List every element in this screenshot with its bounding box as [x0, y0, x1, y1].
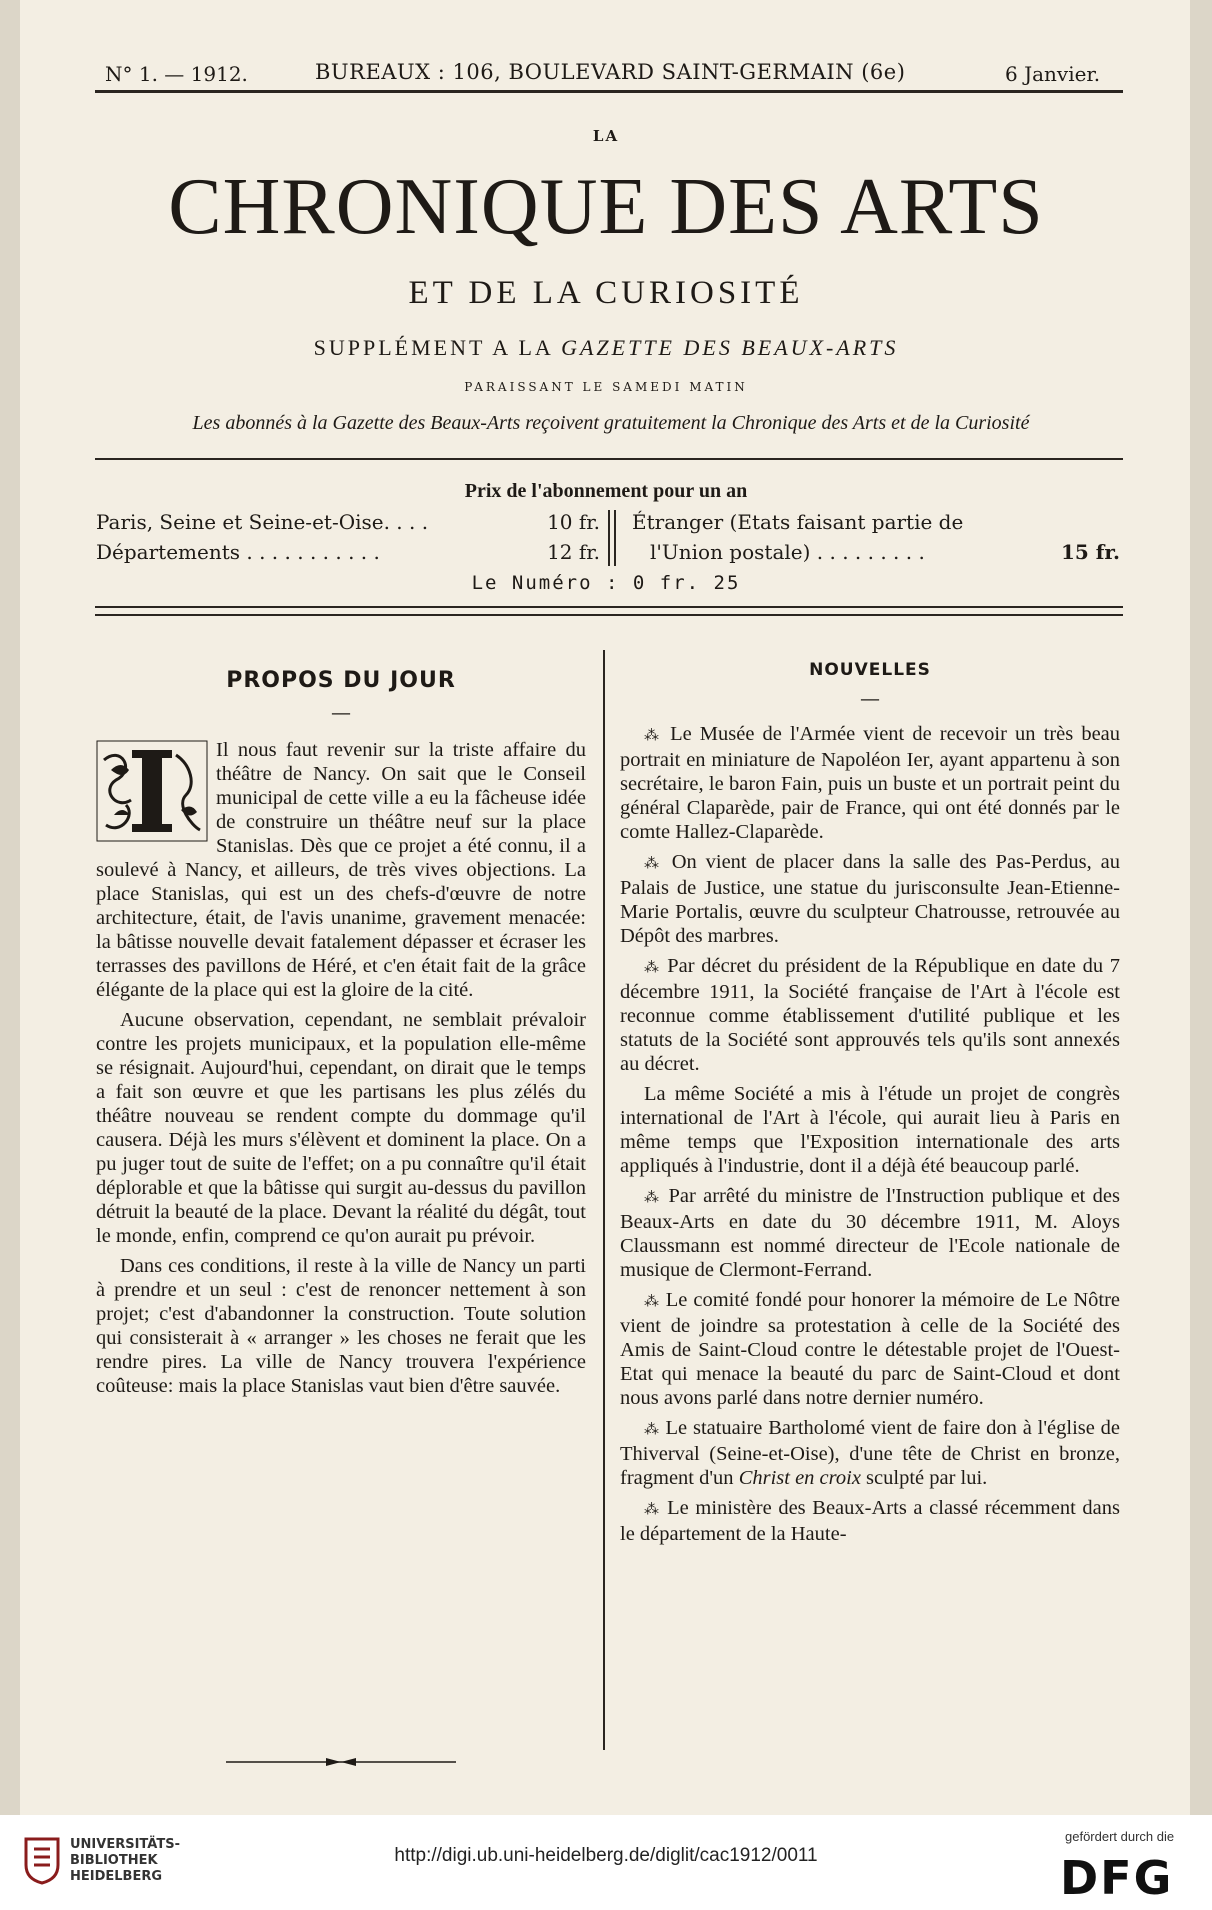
- publication-schedule: PARAISSANT LE SAMEDI MATIN: [464, 380, 748, 394]
- subscriber-note: Les abonnés à la Gazette des Beaux-Arts reçoivent gratuitement la Chronique des Arts et de la Curiosité: [192, 412, 1030, 434]
- news-item-5: [620, 1288, 1120, 1410]
- etranger-price: 15 fr.: [1060, 540, 1120, 564]
- asterism-icon: ⁂: [644, 1422, 660, 1438]
- news-item-6-text: Le statuaire Bartholomé vient de faire don à l'église de Thiverval (Seine-et-Oise), d'une tête de Christ en bronze, fragment d'un: [620, 1417, 1121, 1489]
- library-line-2: BIBLIOTHEK: [70, 1853, 158, 1868]
- asterism-icon: ⁂: [644, 1190, 662, 1206]
- etranger-line2: l'Union postale) . . . . . . . . .: [650, 540, 925, 564]
- nouvelles-body: [620, 722, 1120, 1552]
- news-item-7: [620, 1496, 1120, 1546]
- subscription-rule-top: [95, 606, 1123, 608]
- propos-dash: —: [331, 700, 351, 724]
- masthead-article: LA: [592, 127, 620, 145]
- subscription-rule-bottom: [95, 614, 1123, 616]
- asterism-icon: ⁂: [644, 1502, 661, 1518]
- bureaux-address: BUREAUX : 106, BOULEVARD SAINT-GERMAIN (6e): [315, 60, 906, 84]
- header-rule: [95, 90, 1123, 93]
- propos-body: [96, 738, 586, 1404]
- supplement-title: GAZETTE DES BEAUX-ARTS: [561, 335, 899, 360]
- masthead-title: CHRONIQUE DES ARTS: [168, 163, 1044, 251]
- departements-price: 12 fr.: [547, 540, 600, 564]
- asterism-icon: ⁂: [644, 856, 663, 872]
- news-item-5-text: Le comité fondé pour honorer la mémoire de Le Nôtre vient de joindre sa protestation à celle de la Société des Amis de Saint-Cloud contre le détestable projet de l'Ouest-Etat qui menace la beauté du parc de Saint-Cloud et dont nous avons parlé dans notre dernier numéro.: [620, 1289, 1121, 1409]
- issue-number: N° 1. — 1912.: [105, 62, 248, 86]
- news-item-3-text: Par décret du président de la République en date du 7 décembre 1911, la Société française de l'Art à l'école est reconnue comme établissement d'utilité publique et les statuts de la Société sont approuvés tels qu'ils sont annexés au décret.: [620, 955, 1121, 1075]
- ornamental-initial-icon: [96, 740, 208, 842]
- issue-date: 6 Janvier.: [1005, 62, 1101, 86]
- news-item-2-text: On vient de placer dans la salle des Pas-Perdus, au Palais de Justice, une statue du jurisconsulte Jean-Etienne-Marie Portalis, œuvre du sculpteur Chatrousse, retrouvée au Dépôt des marbres.: [620, 851, 1121, 947]
- news-item-2: [620, 850, 1120, 948]
- propos-paragraph-2: Aucune observation, cependant, ne semblait prévaloir contre les projets municipaux, et la population elle-même se résignait. Aujourd'hui, cependant, on dirait que le temps a fait son œuvre et que les partisans les plus zélés du théâtre nouveau se rendent compte du dommage qu'il causera. Déjà les murs s'élèvent et dominent la place. On a pu juger tout de suite de l'effet; on a pu connaître qu'il était déplorable et que la bâtisse qui surgit au-dessus du pavillon détruit la beauté de la place. Devant la réalité du dégât, tout le monde, enfin, comprend ce qu'on aurait pu prévoir.: [96, 1009, 586, 1247]
- departements-label: Départements . . . . . . . . . . .: [96, 540, 380, 564]
- masthead-supplement: [0, 335, 1212, 361]
- dfg-logo: DFG: [1060, 1851, 1174, 1905]
- asterism-icon: ⁂: [644, 1294, 660, 1310]
- supplement-prefix: SUPPLÉMENT A LA: [313, 335, 553, 360]
- price-divider-right: [614, 510, 616, 566]
- masthead-subtitle: ET DE LA CURIOSITÉ: [408, 275, 804, 311]
- nouvelles-dash: —: [860, 686, 880, 710]
- funded-by-label: gefördert durch die: [1065, 1829, 1175, 1844]
- news-item-7-text: Le ministère des Beaux-Arts a classé récemment dans le département de la Haute-: [620, 1497, 1121, 1545]
- asterism-icon: ⁂: [644, 960, 661, 976]
- column-divider: [603, 650, 605, 1750]
- news-item-3b: La même Société a mis à l'étude un projet de congrès international de l'Art à l'école, qui aurait lieu à Paris en même temps que l'Exposition internationale des arts appliqués à l'industrie, dont il a déjà été beaucoup parlé.: [620, 1083, 1120, 1177]
- asterism-icon: ⁂: [644, 728, 662, 744]
- etranger-line1: Étranger (Etats faisant partie de: [632, 510, 964, 534]
- news-item-6: [620, 1416, 1120, 1490]
- news-item-6-italic: Christ en croix: [738, 1467, 861, 1489]
- propos-paragraph-3: Dans ces conditions, il reste à la ville de Nancy un parti à prendre et un seul : c'est de renoncer nettement à son projet; c'est d'abandonner la construction. Toute solution qui consisterait à « arranger » les choses ne ferait que les rendre pires. La ville de Nancy trouvera l'expérience coûteuse: mais la place Stanislas vaut bien d'être sauvée.: [96, 1255, 586, 1397]
- news-item-3: [620, 954, 1120, 1076]
- end-ornament-icon: [226, 1755, 456, 1769]
- price-divider-left: [608, 510, 610, 566]
- newspaper-page: [20, 0, 1190, 1815]
- paris-price: 10 fr.: [547, 510, 600, 534]
- digitization-footer: [0, 1815, 1212, 1910]
- propos-paragraph-1: Il nous faut revenir sur la triste affaire du théâtre de Nancy. On sait que le Conseil municipal de cette ville a eu la fâcheuse idée de construire un théâtre neuf sur la place Stanislas. Dès que ce projet a été connu, il a soulevé à Nancy, et ailleurs, de très vives objections. La place Stanislas, qui est un des chefs-d'œuvre de notre architecture, était, de l'avis unanime, gravement menacée: la bâtisse nouvelle devait fatalement dépasser et écraser les terrasses des pavillons de Héré, et c'en était fait de la grâce élégante de la place qui est la gloire de la cité.: [96, 739, 586, 1001]
- nouvelles-heading: NOUVELLES: [809, 660, 931, 680]
- news-item-4: [620, 1184, 1120, 1282]
- subscription-title: Prix de l'abonnement pour un an: [464, 480, 748, 502]
- library-line-1: UNIVERSITÄTS-: [70, 1837, 180, 1852]
- source-url[interactable]: http://digi.ub.uni-heidelberg.de/diglit/cac1912/0011: [394, 1845, 818, 1866]
- news-item-6-tail: sculpté par lui.: [860, 1467, 988, 1489]
- news-item-4-text: Par arrêté du ministre de l'Instruction publique et des Beaux-Arts en date du 30 décembre 1911, M. Aloys Claussmann est nommé directeur de l'Ecole nationale de musique de Clermont-Ferrand.: [620, 1185, 1121, 1281]
- library-line-3: HEIDELBERG: [70, 1869, 163, 1884]
- single-issue-price: Le Numéro : 0 fr. 25: [471, 572, 741, 594]
- news-item-1: [620, 722, 1120, 844]
- news-item-1-text: Le Musée de l'Armée vient de recevoir un très beau portrait en miniature de Napoléon Ier, ayant appartenu à son secrétaire, le baron Fain, puis un buste et un portrait peint du général Claparède, pair de France, qui ont été donnés par le comte Hallez-Claparède.: [620, 723, 1121, 843]
- masthead-rule: [95, 458, 1123, 460]
- paris-label: Paris, Seine et Seine-et-Oise. . . .: [96, 510, 429, 534]
- propos-heading: PROPOS DU JOUR: [226, 668, 456, 693]
